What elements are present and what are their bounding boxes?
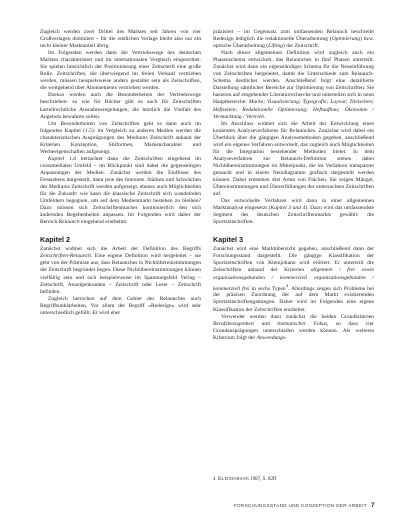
emphasis: Lifting <box>268 43 283 50</box>
paragraph-text: betrachtet dann die Zeitschriften eingehend im crossmedialen Umfeld – im Blickpunkt sind dabei die gegenseitigen Anpassungen der Medien. Zunächst werden die Einflüsse des Fernsehens dargestellt, dann jene des Internets. Stärken und Schwächen des Mediums Zeitschrift werden aufgezeigt, ebenso auch Möglichkeiten für die Zukunft: wie kann die klassische Zeitschrift sich wandelnden Umfeldern begegnen, um auf dem Medienmarkt bestehen zu bleiben? Dazu müssen sich Zeitschriftenmacher kontinuierlich den sich ändernden Begebenheiten anpassen. Im Folgenden wird daher der Bereich <box>40 155 202 226</box>
running-title: FORSCHUNGSSTAND UND KONZEPTION DER ARBEIT <box>233 503 368 508</box>
paragraph-text: Zunächst wird eine Marktübersicht gegeben, anschließend dann der Forschungsstand dargestellt. Die gängige Klassifikation der Sportzeitschriften von Kleinjohann wird erörtert. Er unterteilt die Zeitschriften anhand der Kriterien <box>213 246 374 274</box>
paragraph-text: . <box>263 113 266 120</box>
emphasis: Anwendungs- <box>256 334 287 341</box>
paragraph-text: . Allerdings zeigen sich Probleme bei der präzisen Zuordnung der auf dem Markt existierenden Sportzeitschriftengattungen. Daher wird im Folgenden eine eigene Klassifikation der Zeitschriften erarbeitet. <box>213 285 374 313</box>
right-text-column <box>213 29 374 342</box>
paragraph <box>213 246 374 313</box>
paragraph-text: . Eine eigene Definition wird hergeleitet – sie geht von der Prämisse aus, dass Relaunches in Nichtübereinstimmungen der Zeitschrift begründet liegen. Diese Nichtübereinstimmungen können vielfältig sein und sich beispielsweise im Spannungsfeld Verlag – Zeitschrift, Anzeigenkunden – Zeitschrift oder Leser – Zeitschrift befinden. <box>40 253 201 295</box>
emphasis: Berufsbezogenheit <box>213 320 254 327</box>
paragraph <box>213 50 374 120</box>
emphasis: thematischer Fokus <box>277 320 328 327</box>
paragraph-text: in sechs Typen <box>249 285 286 292</box>
paragraph <box>40 156 201 226</box>
section-heading: Kapitel 3 <box>213 235 243 245</box>
footnote-marker: 4 <box>285 282 288 288</box>
chapter-reference: Kapitel 1.6 <box>48 155 77 162</box>
emphasis: Zeitschriften-Relaunch <box>40 253 91 260</box>
emphasis: Optimierung <box>331 36 361 43</box>
paragraph <box>213 29 374 50</box>
paragraph-text: Nach dieser allgemeinen Definition wird zugleich auch ein Phasenschema entwickelt, das Relaunches in fünf Phasen unterteilt. Zunächst wird dann ein eigenständiges Schema für die Neueinführung von Zeitschriften hergeleitet, damit die Unterschiede zum Relaunch-Schema deutlicher werden. Anschließend folgt eine detaillierte Darstellung sämtlicher Bereiche zur Optimierung von Zeitschriften. Sie basieren auf eingehender Literaturrecherche und unterteilen sich in neun Hauptbereiche: <box>213 50 374 106</box>
paragraph-text: , so dass vier Grundausprägungen unterschieden werden können. Als weiteres Kriterium folgt der <box>213 320 374 341</box>
paragraph <box>213 314 374 342</box>
paragraph-text: Das entwickelte Verfahren wird dann in einer allgemeinen Marktanalyse eingesetzt ( <box>213 198 374 212</box>
footnote <box>213 476 374 483</box>
chapter-reference: Kapitel 3 und 4 <box>270 205 306 212</box>
paragraph: Im Anschluss widmet sich die Arbeit der Entwicklung eines konkreten Analyseverfahrens für Relaunches. Zunächst wird dabei ein Überblick über die gängigen Analysemethoden gegeben, anschließend wird ein eigenes Verfahren entwickelt, das zugleich auch Möglichkeiten für die Integration bestehender Methoden bietet. In dem Analyseverfahren zur Relaunch-Definition stehen dabei Nichtübereinstimmungen im Mittelpunkt, die im Verfahren transparent gemacht und in einem Netzdiagramm grafisch dargestellt werden können. Dabei entstehen drei Arten von Flächen. Sie zeigen Mängel, Übereinstimmungen und Übererfüllungen der untersuchten Zeitschriften auf. <box>213 120 374 198</box>
paragraph: Zugleich herrschen auf dem Gebiet des Relaunches auch Begriffsunklarheiten. Vor allem der Begriff »Redesign« wird sehr unterschiedlich gefüllt. Er wird eher <box>40 295 201 316</box>
paragraph: Zugleich werden zwei Drittel des Marktes seit Jahren von vier Großverlagen dominiert – für die restlichen Verlage bleibt also nur ein recht kleiner Marktanteil übrig. <box>40 29 201 50</box>
paragraph: Um Besonderheiten von Zeitschriften geht es dann auch im folgenden Kapitel (1.5): im Vergleich zu anderen Medien werden die charakteristischen Ausprägungen des Mediums Zeitschrift anhand der Kriterien Konzeption, Stilformen, Markencharakter und Werbeeigenschaften aufgezeigt. <box>40 120 201 155</box>
left-text-column <box>40 29 201 317</box>
paragraph-text: und <box>253 320 278 327</box>
paragraph-text: eingehend erarbeitet. <box>79 219 128 226</box>
paragraph-text: ). Dazu wird das umfassendste Segment des deutschen Zeitschriftenmarkts gewählt: die Sportzeitschriften. <box>213 205 374 226</box>
emphasis: Relaunch <box>58 219 80 226</box>
paragraph-text: präzisiert – im Gegensatz zum umfassenden Relaunch beschreibt Redesign lediglich die redaktionelle Überarbeitung ( <box>213 29 374 43</box>
page-footer <box>200 502 375 509</box>
paragraph-text: Zunächst widmet sich die Arbeit der Definition des Begriffs <box>40 246 201 253</box>
page-number: 7 <box>371 502 375 509</box>
paragraph: Ebenso werden auch die Besonderheiten der Vertriebswege beschrieben: so wie für Bücher gibt es auch für Zeitschriften kartellrechtliche Ausnahmeregelungen, die letztlich die Vielfalt des Angebots bewahren sollen. <box>40 92 201 120</box>
footnote-author: Kleinjohann <box>218 477 249 482</box>
footnote-number: 4 <box>213 477 216 482</box>
paragraph-text: Verwendet werden dazu zunächst die beiden Grundkriterien <box>221 313 374 320</box>
paragraph <box>213 198 374 226</box>
emphasis: allgemein / frei sowie organisationsgebunden / kommerziell organisationsgebunden / kommerziell frei <box>213 267 374 292</box>
paragraph: Im Folgenden werden dann die Vertriebswege des deutschen Marktes charakterisiert und im internationalen Vergleich eingeordnet. Sie spielen hinsichtlich der Positionierung einer Zeitschrift eine große Rolle. Zeitschriften, die überwiegend im freien Verkauf vertrieben werden, müssen beispielsweise anders gestaltet sein als Zeitschriften, die weitgehend über Abonnements vertrieben werden. <box>40 50 201 92</box>
emphasis-list: Marke; Visualisierung; Typografie; Layout; Titelseiten; Heftseiten; Redaktionelle Optimierung; Heftaufbau; Ökonomie / Vermarktung / Vertrieb <box>213 99 374 120</box>
paragraph-text: ) bzw. optische Überarbeitung ( <box>213 36 374 50</box>
paragraph <box>40 246 201 295</box>
footnote-reference: 1987, S. 82ff <box>248 477 277 482</box>
section-heading: Kapitel 2 <box>40 235 70 245</box>
paragraph-text: ) der Zeitschrift. <box>282 43 320 50</box>
